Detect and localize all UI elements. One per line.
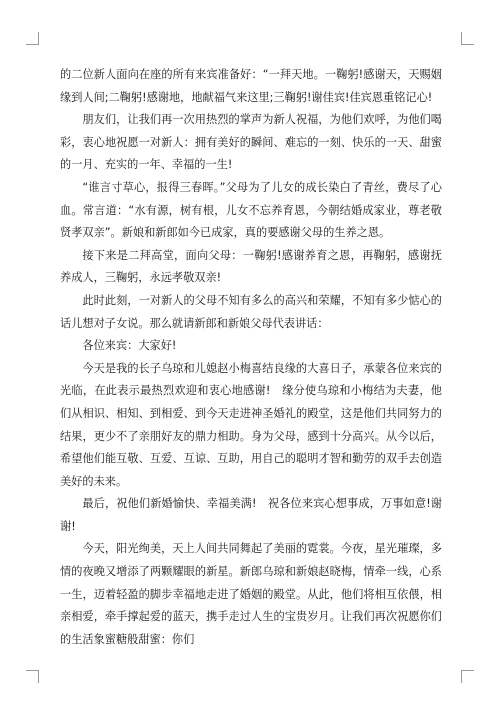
document-body (60, 64, 442, 651)
paragraph-bow-to-parents: 接下来是二拜高堂，面向父母：一鞠躬!感谢养育之恩，再鞠躬，感谢抚养成人，三鞠躬，永远孝敬双亲! (60, 248, 442, 285)
crop-mark-bottom-right (461, 670, 474, 683)
paragraph-continuation: 的二位新人面向在座的所有来宾准备好：“一拜天地。一鞠躬!感谢天，天赐姻缘到人间;二鞠躬!感谢地，地献福气来这里;三鞠躬!谢佳宾!佳宾恩重铭记心! (60, 68, 442, 104)
crop-mark-top-left (26, 32, 39, 45)
crop-mark-bottom-left (26, 670, 39, 683)
paragraph-parents-speech-intro: 此时此刻，一对新人的父母不知有多么的高兴和荣耀，不知有多少惦心的话儿想对子女说。那么就请新郎和新娘父母代表讲话： (60, 293, 442, 330)
crop-mark-top-right (461, 32, 474, 45)
paragraph-parents-gratitude: “谁言寸草心，报得三春晖。”父母为了儿女的成长染白了青丝，费尽了心血。常言道：“水有源，树有根，儿女不忘养育恩，今朝结婚成家业，尊老敬贤孝双亲”。新娘和新郎如今已成家，真的要感谢父母的生养之恩。 (60, 180, 442, 240)
paragraph-closing-wishes: 最后，祝他们新婚愉快、幸福美满! 祝各位来宾心想事成，万事如意!谢谢! (60, 497, 442, 533)
paragraph-evening-blessing: 今天，阳光绚美，天上人间共同舞起了美丽的霓裳。今夜，星光璀璨，多情的夜晚又增添了两颗耀眼的新星。新郎乌琼和新娘赵晓梅，情牵一线，心系一生，迈着轻盈的脚步幸福地走进了婚姻的殿堂。从此，他们将相互依偎，相亲相爱，牵手撑起爱的蓝天，携手走过人生的宝贵岁月。让我们再次祝愿你们的生活象蜜糖般甜蜜：你们 (60, 542, 442, 646)
paragraph-blessing: 朋友们，让我们再一次用热烈的掌声为新人祝福，为他们欢呼，为他们喝彩，衷心地祝愿一对新人：拥有美好的瞬间、难忘的一刻、快乐的一天、甜蜜的一月、充实的一年、幸福的一生! (60, 113, 442, 172)
paragraph-greeting: 各位来宾：大家好! (82, 339, 177, 353)
paragraph-parent-speech: 今天是我的长子乌琼和儿媳赵小梅喜结良缘的大喜日子，承蒙各位来宾的光临，在此表示最热烈欢迎和衷心地感谢! 缘分使乌琼和小梅结为夫妻，他们从相识、相知、到相爱、到今天走进神圣婚礼的殿堂，这是他们共同努力的结果，更少不了亲朋好友的鼎力相助。身为父母，感到十分高兴。从今以后，希望他们能互敬、互爱、互谅、互助，用自己的聪明才智和勤劳的双手去创造美好的未来。 (60, 361, 442, 488)
